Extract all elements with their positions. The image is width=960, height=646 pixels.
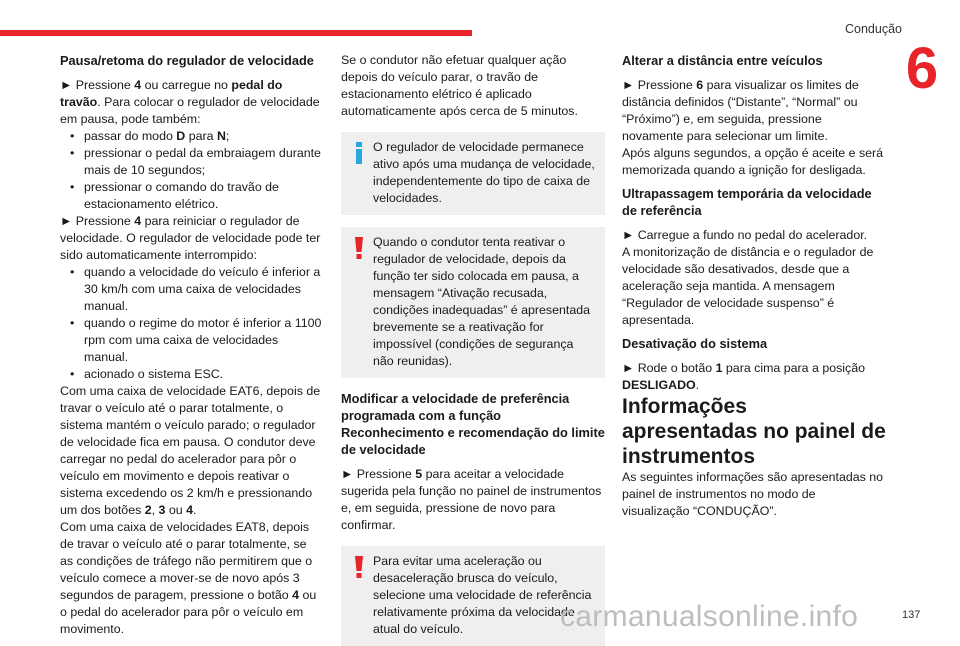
text: ou o pedal do acelerador para pôr o veículo em movimento. bbox=[60, 588, 317, 636]
warning-icon bbox=[351, 556, 367, 578]
pause-list bbox=[60, 128, 322, 213]
header-accent-bar bbox=[0, 30, 472, 36]
paragraph-distance bbox=[622, 77, 886, 145]
heading-deactivation: Desativação do sistema bbox=[622, 336, 768, 351]
column-2 bbox=[341, 52, 605, 646]
paragraph-accelerator: ► Carregue a fundo no pedal do acelerador. bbox=[622, 228, 868, 242]
watermark: carmanualsonline.info bbox=[560, 600, 859, 633]
warning-note bbox=[341, 227, 605, 378]
page-number: 137 bbox=[902, 609, 921, 621]
button-number: 4 bbox=[292, 588, 300, 602]
list-item: • pressionar o comando do travão de estacionamento elétrico. bbox=[68, 179, 322, 213]
off-position: DESLIGADO bbox=[622, 378, 696, 392]
button-number: 4 bbox=[134, 78, 142, 92]
chapter-number: 6 bbox=[905, 36, 939, 101]
text: ► Pressione bbox=[60, 78, 135, 92]
button-number: 6 bbox=[696, 78, 704, 92]
list-item: • acionado o sistema ESC. bbox=[68, 366, 322, 383]
text: para bbox=[185, 129, 217, 143]
text: para cima para a posição bbox=[722, 361, 866, 375]
brake-pedal-term: pedal do travão bbox=[60, 78, 283, 109]
paragraph-memorize: Após alguns segundos, a opção é aceite e será memorizada quando a ignição for desligada. bbox=[622, 146, 884, 177]
heading-pause-resume: Pausa/retoma do regulador de velocidade bbox=[60, 53, 314, 68]
paragraph-eat8 bbox=[60, 519, 322, 638]
button-number: 4 bbox=[134, 214, 142, 228]
list-item: • quando a velocidade do veículo é inferior a 30 km/h com uma caixa de velocidades manual. bbox=[68, 264, 322, 315]
interrupt-list bbox=[60, 264, 322, 383]
button-number: 1 bbox=[715, 361, 723, 375]
text: . bbox=[193, 503, 197, 517]
heading-instrument-panel-info: Informações apresentadas no painel de instrumentos bbox=[622, 395, 886, 468]
button-number: 3 bbox=[158, 503, 166, 517]
button-number: 4 bbox=[186, 503, 194, 517]
text: para aceitar a velocidade sugerida pela função no painel de instrumentos e, em seguida, pressione de novo para confirmar. bbox=[341, 467, 602, 532]
text: para reiniciar o regulador de velocidade. O regulador de velocidade pode ter sido automaticamente interrompido: bbox=[60, 214, 321, 262]
paragraph-pause bbox=[60, 77, 322, 128]
text: ► Pressione bbox=[622, 78, 697, 92]
paragraph-resume bbox=[60, 213, 322, 264]
gear-d: D bbox=[176, 129, 186, 143]
text: ; bbox=[225, 129, 230, 143]
info-note bbox=[341, 132, 605, 215]
heading-distance: Alterar a distância entre veículos bbox=[622, 53, 823, 68]
text: Com uma caixa de velocidades EAT8, depois de travar o veículo até o parar totalmente, se as condições de tráfego não permitirem que o veículo comece a mover-se de novo após 3 segundos de paragem, pressione o botão bbox=[60, 520, 313, 602]
warning-icon bbox=[351, 237, 367, 259]
text: ou bbox=[165, 503, 187, 517]
heading-modify-speed: Modificar a velocidade de preferência programada com a função Reconhecimento e recomendação do limite de velocidade bbox=[341, 391, 605, 457]
list-item: • pressionar o pedal da embraiagem durante mais de 10 segundos; bbox=[68, 145, 322, 179]
info-note-text: O regulador de velocidade permanece ativo após uma mudança de velocidade, independentemente do tipo de caixa de velocidades. bbox=[373, 140, 595, 205]
list-item: • quando o regime do motor é inferior a 1100 rpm com uma caixa de velocidades manual. bbox=[68, 315, 322, 366]
paragraph-eat6 bbox=[60, 383, 322, 519]
section-title: Condução bbox=[845, 22, 902, 36]
text: Com uma caixa de velocidade EAT6, depois de travar o veículo até o parar totalmente, o sistema mantém o veículo parado; o regulador de velocidade fica em pausa. O condutor deve carregar no pedal do acelerador para pôr o veículo em movimento e depois reativar o sistema excedendo os 2 km/h e pressionando um dos botões bbox=[60, 384, 321, 517]
text: . bbox=[695, 378, 700, 392]
paragraph-off bbox=[622, 360, 886, 394]
paragraph-suspended: A monitorização de distância e o regulador de velocidade são desativados, desde que a aceleração seja mantida. A mensagem “Regulador de velocidade suspenso” é apresentada. bbox=[622, 245, 874, 327]
text: passar do modo bbox=[84, 129, 177, 143]
text: . Para colocar o regulador de velocidade em pausa, pode também: bbox=[60, 95, 320, 126]
paragraph-accept-speed bbox=[341, 466, 605, 534]
text: ► Rode o botão bbox=[622, 361, 716, 375]
paragraph-driving-mode: As seguintes informações são apresentadas no painel de instrumentos no modo de visualização “CONDUÇÃO”. bbox=[622, 470, 884, 518]
button-number: 2 bbox=[144, 503, 152, 517]
info-icon bbox=[351, 142, 367, 164]
heading-overtake: Ultrapassagem temporária da velocidade de referência bbox=[622, 186, 872, 218]
text: para visualizar os limites de distância definidos (“Distante”, “Normal” ou “Próximo”) e, em seguida, pressione novamente para selecionar um limite. bbox=[622, 78, 859, 143]
text: ou carregue no bbox=[141, 78, 232, 92]
button-number: 5 bbox=[415, 467, 423, 481]
warning-note-text: Para evitar uma aceleração ou desaceleração brusca do veículo, selecione uma velocidade de referência relativamente próxima da velocidade atual do veículo. bbox=[373, 554, 592, 636]
paragraph-parking-brake: Se o condutor não efetuar qualquer ação depois do veículo parar, o travão de estacionamento elétrico é aplicado automaticamente após cerca de 5 minutos. bbox=[341, 53, 578, 118]
text: , bbox=[151, 503, 159, 517]
text: ► Pressione bbox=[341, 467, 416, 481]
column-1 bbox=[60, 52, 322, 638]
gear-n: N bbox=[216, 129, 226, 143]
text: ► Pressione bbox=[60, 214, 135, 228]
warning-note-text: Quando o condutor tenta reativar o regulador de velocidade, depois da função ter sido colocada em pausa, a mensagem “Ativação recusada, condições inadequadas” é apresentada brevemente se a reativação for impossível (condições de segurança não reunidas). bbox=[373, 235, 590, 368]
list-item bbox=[68, 128, 322, 145]
column-3 bbox=[622, 52, 886, 520]
